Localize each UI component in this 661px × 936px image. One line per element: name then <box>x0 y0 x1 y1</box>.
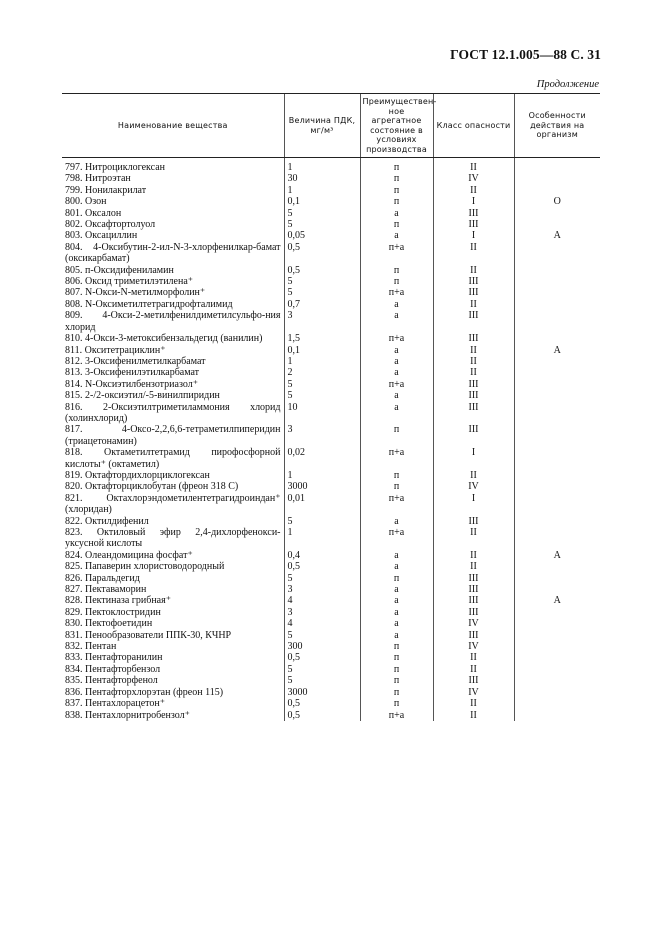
column-header-state: Преимуществен-ное агрегатное состояние в условиях производства <box>360 94 433 158</box>
substance-name: 825. Папаверин хлористоводородный <box>65 561 225 573</box>
aggregate-state: а <box>360 561 433 572</box>
effect-note <box>514 516 600 527</box>
hazard-class: II <box>433 550 514 561</box>
effect-note <box>514 493 600 516</box>
table-row <box>62 595 600 606</box>
pdk-value: 1,5 <box>284 333 360 344</box>
hazard-class: III <box>433 584 514 595</box>
hazard-class: III <box>433 276 514 287</box>
effect-note <box>514 208 600 219</box>
effect-note <box>514 265 600 276</box>
hazard-class: II <box>433 345 514 356</box>
table-row <box>62 185 600 196</box>
aggregate-state: п <box>360 158 433 174</box>
effect-note <box>514 333 600 344</box>
effect-note: А <box>514 230 600 241</box>
effect-note <box>514 652 600 663</box>
pdk-value: 0,5 <box>284 652 360 663</box>
aggregate-state: а <box>360 356 433 367</box>
hazard-class: II <box>433 356 514 367</box>
hazard-class: II <box>433 664 514 675</box>
effect-note <box>514 710 600 721</box>
aggregate-state: п+а <box>360 333 433 344</box>
aggregate-state: п <box>360 664 433 675</box>
hazard-class: II <box>433 185 514 196</box>
substance-name: 803. Оксациллин <box>65 230 138 242</box>
aggregate-state: а <box>360 230 433 241</box>
table-row <box>62 367 600 378</box>
hazard-class: II <box>433 158 514 174</box>
table-row <box>62 573 600 584</box>
aggregate-state: п+а <box>360 527 433 550</box>
column-header-effect: Особенности действия на организм <box>514 94 600 158</box>
table-row <box>62 447 600 470</box>
substance-name: 828. Пектиназа грибная⁺ <box>65 595 171 607</box>
substance-name: 827. Пектаваморин <box>65 584 147 596</box>
hazard-class: II <box>433 299 514 310</box>
pdk-value: 5 <box>284 287 360 298</box>
substance-name: 811. Окситетрациклин⁺ <box>65 344 166 356</box>
pdk-value: 1 <box>284 185 360 196</box>
pdk-value: 5 <box>284 516 360 527</box>
hazard-class: III <box>433 287 514 298</box>
substance-name: 806. Оксид триметилэтилена⁺ <box>65 276 194 288</box>
table-row <box>62 618 600 629</box>
pdk-value: 1 <box>284 527 360 550</box>
continuation-label: Продолжение <box>536 79 599 90</box>
table-row <box>62 641 600 652</box>
aggregate-state: п <box>360 265 433 276</box>
aggregate-state: п <box>360 185 433 196</box>
table-row <box>62 356 600 367</box>
hazard-class: III <box>433 390 514 401</box>
aggregate-state: п <box>360 573 433 584</box>
hazard-class: I <box>433 230 514 241</box>
substance-name: 837. Пентахлорацетон⁺ <box>65 698 166 710</box>
column-header-pdk: Величина ПДК, мг/м³ <box>284 94 360 158</box>
hazard-class: III <box>433 516 514 527</box>
pdk-value: 0,1 <box>284 196 360 207</box>
pdk-value: 1 <box>284 470 360 481</box>
substance-name: 799. Нонилакрилат <box>65 184 147 196</box>
pdk-value: 3000 <box>284 481 360 492</box>
pdk-value: 5 <box>284 390 360 401</box>
hazard-class: IV <box>433 687 514 698</box>
substance-name: 834. Пентафторбензол <box>65 663 161 675</box>
pdk-value: 3 <box>284 584 360 595</box>
effect-note <box>514 675 600 686</box>
hazard-class: II <box>433 527 514 550</box>
effect-note: А <box>514 595 600 606</box>
pdk-value: 5 <box>284 208 360 219</box>
table-row <box>62 698 600 709</box>
aggregate-state: п <box>360 196 433 207</box>
pdk-value: 10 <box>284 402 360 425</box>
substance-name: 820. Октафторциклобутан (фреон 318 С) <box>65 481 239 493</box>
substance-name: 798. Нитроэтан <box>65 173 131 185</box>
pdk-value: 4 <box>284 618 360 629</box>
aggregate-state: п <box>360 652 433 663</box>
pdk-value: 3000 <box>284 687 360 698</box>
pdk-value: 1 <box>284 356 360 367</box>
aggregate-state: п <box>360 675 433 686</box>
effect-note <box>514 158 600 174</box>
pdk-value: 5 <box>284 276 360 287</box>
table-row <box>62 584 600 595</box>
aggregate-state: п <box>360 424 433 447</box>
aggregate-state: а <box>360 299 433 310</box>
substance-name: 804. 4-Оксибутин-2-ил-N-3-хлорфенилкар-бамат (оксикарбамат) <box>65 241 281 265</box>
pdk-value: 5 <box>284 630 360 641</box>
aggregate-state: п <box>360 641 433 652</box>
pdk-value: 5 <box>284 664 360 675</box>
column-header-name: Наименование вещества <box>62 94 284 158</box>
pdk-value: 0,5 <box>284 242 360 265</box>
substance-name: 838. Пентахлорнитробензол⁺ <box>65 709 190 721</box>
substance-name: 802. Оксафтортолуол <box>65 219 156 231</box>
aggregate-state: п <box>360 687 433 698</box>
table-row <box>62 675 600 686</box>
aggregate-state: а <box>360 310 433 333</box>
effect-note <box>514 173 600 184</box>
pdk-value: 0,5 <box>284 710 360 721</box>
effect-note <box>514 390 600 401</box>
table-header-row <box>62 94 600 158</box>
hazard-class: II <box>433 242 514 265</box>
aggregate-state: а <box>360 550 433 561</box>
table-row <box>62 173 600 184</box>
hazard-class: II <box>433 710 514 721</box>
substance-name: 826. Паральдегид <box>65 572 140 584</box>
aggregate-state: п <box>360 698 433 709</box>
effect-note <box>514 607 600 618</box>
hazard-class: III <box>433 675 514 686</box>
substances-table <box>62 93 600 721</box>
substance-name: 832. Пентан <box>65 641 117 653</box>
effect-note: А <box>514 550 600 561</box>
effect-note <box>514 527 600 550</box>
substance-name: 833. Пентафторанилин <box>65 652 163 664</box>
table-row <box>62 379 600 390</box>
hazard-class: II <box>433 265 514 276</box>
table-row <box>62 402 600 425</box>
effect-note <box>514 573 600 584</box>
effect-note <box>514 219 600 230</box>
effect-note <box>514 618 600 629</box>
pdk-value: 0,5 <box>284 265 360 276</box>
effect-note <box>514 630 600 641</box>
table-row <box>62 630 600 641</box>
aggregate-state: а <box>360 584 433 595</box>
substance-name: 805. п-Оксидифениламин <box>65 264 174 276</box>
hazard-class: III <box>433 607 514 618</box>
substance-name: 816. 2-Оксиэтилтриметиламмония хлорид (холинхлорид) <box>65 401 281 424</box>
pdk-value: 1 <box>284 158 360 174</box>
effect-note: А <box>514 345 600 356</box>
table-row <box>62 219 600 230</box>
table-row <box>62 687 600 698</box>
aggregate-state: п <box>360 173 433 184</box>
table-row <box>62 242 600 265</box>
aggregate-state: п+а <box>360 242 433 265</box>
substance-name: 830. Пектофоетидин <box>65 618 153 630</box>
column-header-class: Класс опасности <box>433 94 514 158</box>
table-row <box>62 310 600 333</box>
effect-note <box>514 698 600 709</box>
hazard-class: IV <box>433 173 514 184</box>
table-row <box>62 287 600 298</box>
substance-name: 823. Октиловый эфир 2,4-дихлорфенокси-уксусной кислоты <box>65 527 281 550</box>
table-row <box>62 527 600 550</box>
aggregate-state: п <box>360 470 433 481</box>
effect-note: О <box>514 196 600 207</box>
hazard-class: II <box>433 367 514 378</box>
hazard-class: III <box>433 208 514 219</box>
hazard-class: IV <box>433 618 514 629</box>
substance-name: 809. 4-Окси-2-метилфенилдиметилсульфо-ния хлорид <box>65 310 281 333</box>
pdk-value: 0,5 <box>284 561 360 572</box>
substance-name: 818. Октаметилтетрамид пирофосфорной кислоты⁺ (октаметил) <box>65 447 281 470</box>
table-row <box>62 230 600 241</box>
pdk-value: 0,1 <box>284 345 360 356</box>
hazard-class: II <box>433 652 514 663</box>
substance-name: 814. N-Оксиэтилбензотриазол⁺ <box>65 378 198 390</box>
effect-note <box>514 424 600 447</box>
table-row <box>62 470 600 481</box>
effect-note <box>514 287 600 298</box>
hazard-class: III <box>433 424 514 447</box>
aggregate-state: а <box>360 618 433 629</box>
table-row <box>62 561 600 572</box>
table-row <box>62 299 600 310</box>
effect-note <box>514 379 600 390</box>
aggregate-state: а <box>360 630 433 641</box>
effect-note <box>514 447 600 470</box>
aggregate-state: а <box>360 367 433 378</box>
substance-name: 836. Пентафторхлорэтан (фреон 115) <box>65 686 224 698</box>
table-row <box>62 276 600 287</box>
substance-name: 831. Пенообразователи ППК-30, КЧНР <box>65 629 232 641</box>
hazard-class: III <box>433 573 514 584</box>
substance-name: 807. N-Окси-N-метилморфолин⁺ <box>65 287 206 299</box>
hazard-class: I <box>433 447 514 470</box>
pdk-value: 2 <box>284 367 360 378</box>
substance-name: 821. Октахлорэндометилентетрагидроиндан⁺ (хлоридан) <box>65 492 281 516</box>
aggregate-state: п+а <box>360 379 433 390</box>
hazard-class: III <box>433 595 514 606</box>
pdk-value: 3 <box>284 310 360 333</box>
table-row <box>62 710 600 721</box>
aggregate-state: п+а <box>360 287 433 298</box>
hazard-class: II <box>433 561 514 572</box>
substance-name: 808. N-Оксиметилтетрагидрофталимид <box>65 298 233 310</box>
effect-note <box>514 242 600 265</box>
pdk-value: 5 <box>284 573 360 584</box>
effect-note <box>514 276 600 287</box>
pdk-value: 300 <box>284 641 360 652</box>
hazard-class: III <box>433 379 514 390</box>
substance-name: 822. Октилдифенил <box>65 515 149 527</box>
table-row <box>62 208 600 219</box>
hazard-class: IV <box>433 481 514 492</box>
aggregate-state: п <box>360 276 433 287</box>
aggregate-state: п+а <box>360 447 433 470</box>
aggregate-state: п+а <box>360 493 433 516</box>
table-row <box>62 550 600 561</box>
substance-name: 817. 4-Оксо-2,2,6,6-тетраметилпиперидин (триацетонамин) <box>65 424 281 447</box>
aggregate-state: п <box>360 481 433 492</box>
pdk-value: 3 <box>284 607 360 618</box>
aggregate-state: а <box>360 208 433 219</box>
pdk-value: 4 <box>284 595 360 606</box>
substance-name: 801. Оксалон <box>65 207 122 219</box>
effect-note <box>514 185 600 196</box>
substance-name: 829. Пектоклостридин <box>65 606 161 618</box>
effect-note <box>514 481 600 492</box>
hazard-class: I <box>433 493 514 516</box>
aggregate-state: а <box>360 516 433 527</box>
table-row <box>62 516 600 527</box>
hazard-class: I <box>433 196 514 207</box>
table-row <box>62 652 600 663</box>
hazard-class: III <box>433 333 514 344</box>
hazard-class: IV <box>433 641 514 652</box>
pdk-value: 0,5 <box>284 698 360 709</box>
effect-note <box>514 402 600 425</box>
pdk-value: 0,01 <box>284 493 360 516</box>
table-row <box>62 607 600 618</box>
page-header: ГОСТ 12.1.005—88 С. 31 <box>450 47 601 62</box>
substance-name: 835. Пентафторфенол <box>65 675 158 687</box>
aggregate-state: п+а <box>360 710 433 721</box>
substance-name: 819. Октафтордихлорциклогексан <box>65 469 210 481</box>
table-row <box>62 345 600 356</box>
substance-name: 813. 3-Оксифенилэтилкарбамат <box>65 367 200 379</box>
table-row <box>62 333 600 344</box>
pdk-value: 0,02 <box>284 447 360 470</box>
effect-note <box>514 356 600 367</box>
hazard-class: II <box>433 698 514 709</box>
aggregate-state: а <box>360 595 433 606</box>
effect-note <box>514 584 600 595</box>
table-body <box>62 158 600 721</box>
table-row <box>62 390 600 401</box>
aggregate-state: а <box>360 390 433 401</box>
pdk-value: 0,7 <box>284 299 360 310</box>
pdk-value: 0,4 <box>284 550 360 561</box>
table-row <box>62 265 600 276</box>
hazard-class: III <box>433 310 514 333</box>
table-row <box>62 158 600 174</box>
pdk-value: 3 <box>284 424 360 447</box>
aggregate-state: а <box>360 607 433 618</box>
effect-note <box>514 641 600 652</box>
aggregate-state: п <box>360 219 433 230</box>
substance-name: 810. 4-Окси-3-метоксибензальдегид (ванилин) <box>65 333 263 345</box>
pdk-value: 30 <box>284 173 360 184</box>
effect-note <box>514 299 600 310</box>
effect-note <box>514 561 600 572</box>
effect-note <box>514 687 600 698</box>
effect-note <box>514 310 600 333</box>
table-row <box>62 424 600 447</box>
table-row <box>62 196 600 207</box>
substance-name: 812. 3-Оксифенилметилкарбамат <box>65 355 206 367</box>
aggregate-state: а <box>360 345 433 356</box>
effect-note <box>514 664 600 675</box>
substance-name: 815. 2-/2-оксиэтил/-5-винилпиридин <box>65 390 220 402</box>
hazard-class: III <box>433 219 514 230</box>
hazard-class: III <box>433 630 514 641</box>
substance-name: 797. Нитроциклогексан <box>65 162 165 173</box>
pdk-value: 5 <box>284 675 360 686</box>
effect-note <box>514 367 600 378</box>
table-row <box>62 664 600 675</box>
substance-name: 800. Озон <box>65 196 107 208</box>
aggregate-state: а <box>360 402 433 425</box>
table-row <box>62 481 600 492</box>
hazard-class: II <box>433 470 514 481</box>
pdk-value: 5 <box>284 379 360 390</box>
table-row <box>62 493 600 516</box>
effect-note <box>514 470 600 481</box>
pdk-value: 0,05 <box>284 230 360 241</box>
pdk-value: 5 <box>284 219 360 230</box>
substance-name: 824. Олеандомицина фосфат⁺ <box>65 549 193 561</box>
hazard-class: III <box>433 402 514 425</box>
